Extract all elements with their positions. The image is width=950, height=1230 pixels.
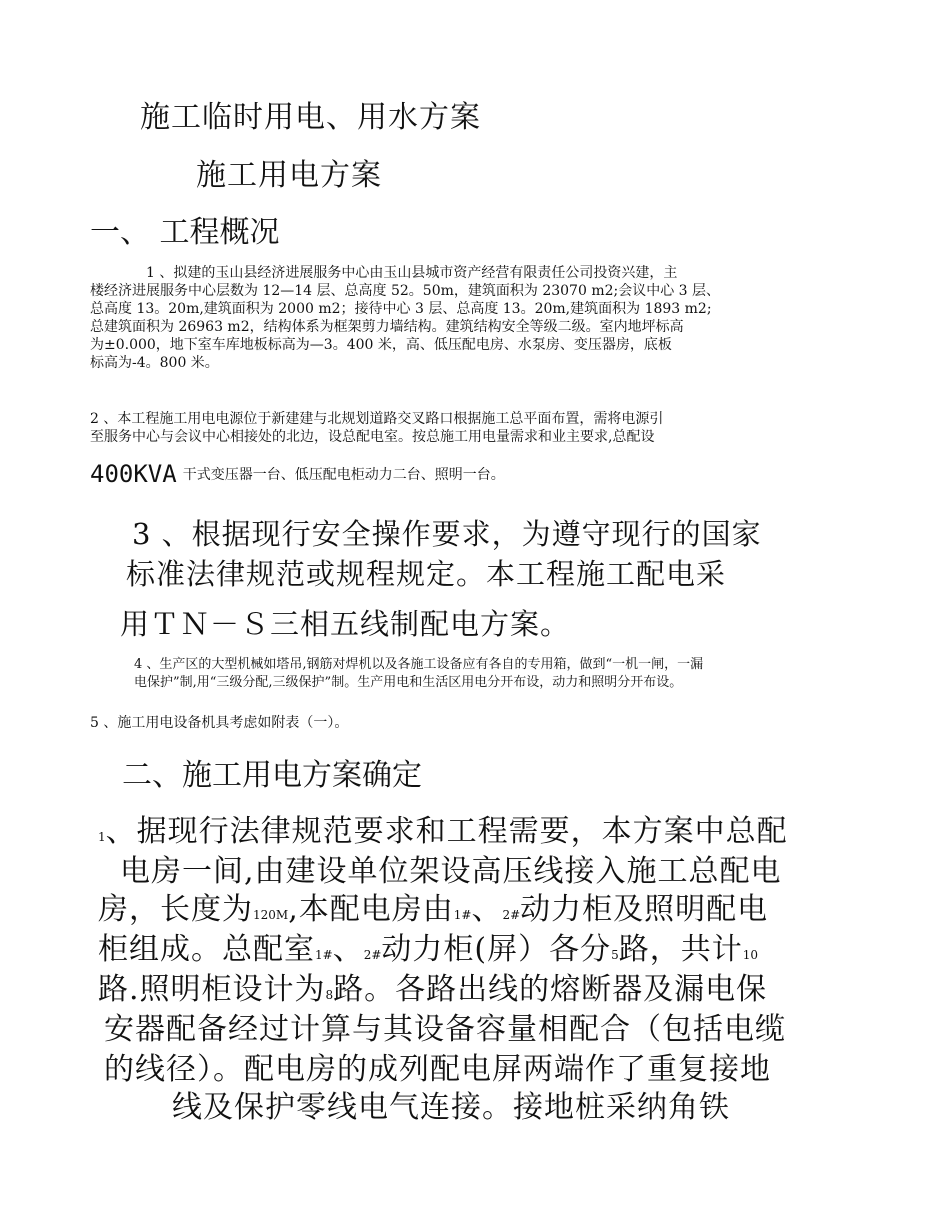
body-text: 动力柜(屏）各分 (381, 932, 612, 967)
paragraph-3-line: 用ＴＮ－Ｓ三相五线制配电方案。 (120, 607, 571, 641)
circuit-count: 5 (611, 948, 619, 962)
paragraph-4 (134, 656, 703, 692)
cabinet-number: 1# (453, 908, 472, 922)
cabinet-number: 2# (502, 908, 521, 922)
paragraph-1-line: 为±0.000，地下室车库地板标高为—3。400 米，高、低压配电房、水泵房、变压器房，底板 (90, 337, 672, 353)
section-heading-overview: 一、 工程概况 (90, 215, 280, 250)
body-text: 路.照明柜设计为 (98, 972, 326, 1007)
transformer-capacity: 400KVA (90, 460, 177, 488)
body-line: 电房一间,由建设单位架设高压线接入施工总配电 (120, 854, 782, 889)
paragraph-4-line: 电保护”制,用“三级分配,三级保护”制。生产用电和生活区用电分开布设，动力和照明分开布设。 (134, 675, 683, 690)
body-text: ,本配电房由 (288, 892, 454, 927)
body-line (98, 884, 768, 928)
paragraph-1 (90, 264, 720, 372)
body-text: 房，长度为 (98, 892, 253, 927)
document-title: 施工临时用电、用水方案 (140, 100, 481, 135)
paragraph-4-line: 4 、生产区的大型机械如塔吊,钢筋对焊机以及各施工设备应有各自的专用箱，做到“一机一闸，一漏 (134, 657, 704, 672)
list-number: 1 (98, 830, 106, 844)
paragraph-1-line: 1 、拟建的玉山县经济进展服务中心由玉山县城市资产经营有限责任公司投资兴建，主 (146, 265, 678, 281)
paragraph-2 (90, 410, 663, 446)
section-heading-plan: 二、施工用电方案确定 (122, 758, 422, 793)
length-value: 120M (253, 908, 289, 922)
body-line (98, 924, 758, 968)
paragraph-2-tail (90, 460, 505, 488)
paragraph-3-line: 标准法律规范或规程规定。本工程施工配电采 (126, 557, 727, 591)
cabinet-number: 2# (363, 948, 382, 962)
document-subtitle: 施工用电方案 (196, 158, 382, 193)
body-line (98, 806, 788, 850)
paragraph-1-line: 标高为-4。800 米。 (90, 355, 219, 371)
body-text: 路。各路出线的熔断器及漏电保 (333, 972, 768, 1007)
body-line (98, 964, 767, 1008)
body-line: 的线径）。配电房的成列配电屏两端作了重复接地 (104, 1052, 771, 1087)
circuit-total: 10 (742, 948, 759, 962)
body-text: 、据现行法律规范要求和工程需要，本方案中总配 (105, 814, 788, 849)
cabinet-number: 1# (315, 948, 333, 962)
body-text: 路，共计 (618, 932, 743, 967)
body-text: 、 (332, 932, 364, 967)
paragraph-2-line: 至服务中心与会议中心相接处的北边，设总配电室。按总施工用电量需求和业主要求,总配设 (90, 429, 655, 445)
paragraph-2-line: 2 、本工程施工用电电源位于新建建与北规划道路交叉路口根据施工总平面布置，需将电源引 (90, 411, 664, 427)
paragraph-3-line: 3 、根据现行安全操作要求，为遵守现行的国家 (132, 517, 762, 551)
body-line: 安器配备经过计算与其设备容量相配合（包括电缆 (104, 1012, 786, 1047)
paragraph-5: 5 、施工用电设备机具考虑如附表（一）。 (90, 715, 349, 731)
paragraph-2-tail-text: 干式变压器一台、低压配电柜动力二台、照明一台。 (182, 467, 505, 483)
body-text: 、 (471, 892, 503, 927)
body-text: 动力柜及照明配电 (520, 892, 769, 927)
paragraph-1-line: 总高度 13。20m,建筑面积为 2000 m2；接待中心 3 层、总高度 13。20m,建筑面积为 1893 m2; (90, 301, 712, 317)
paragraph-1-line: 总建筑面积为 26963 m2，结构体系为框架剪力墙结构。建筑结构安全等级二级。室内地坪标高 (90, 319, 684, 335)
circuit-count: 8 (325, 988, 334, 1002)
body-line: 线及保护零线电气连接。接地桩采纳角铁 (172, 1090, 730, 1125)
paragraph-1-line: 楼经济进展服务中心层数为 12—14 层、总高度 52。50m，建筑面积为 23070 m2;会议中心 3 层、 (90, 283, 721, 299)
body-text: 柜组成。总配室 (98, 932, 315, 967)
